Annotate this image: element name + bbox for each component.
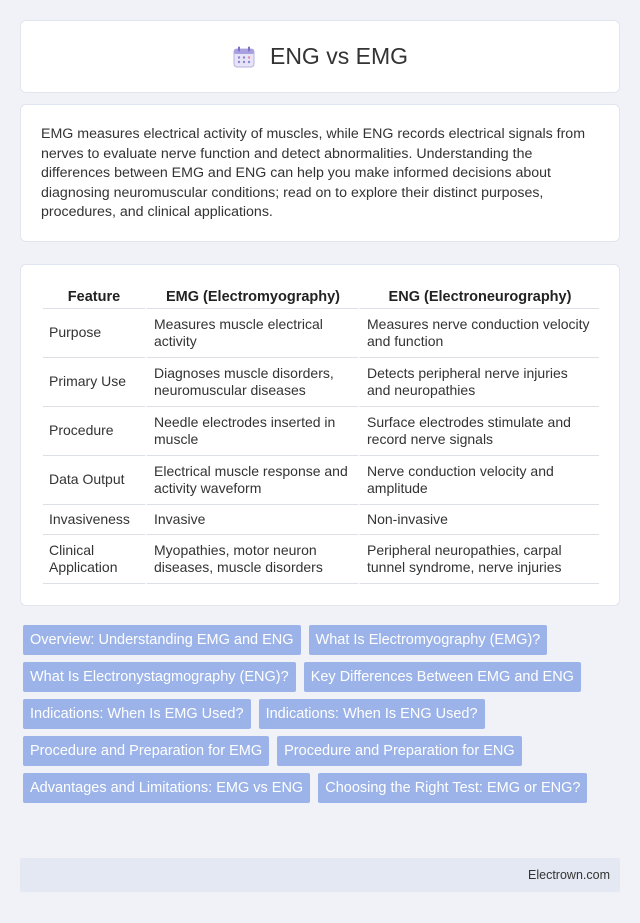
emg-cell: Invasive bbox=[145, 505, 358, 535]
eng-cell: Measures nerve conduction velocity and function bbox=[358, 309, 599, 358]
link-what-is-eng[interactable]: What Is Electronystagmography (ENG)? bbox=[23, 662, 296, 692]
column-header-emg: EMG (Electromyography) bbox=[145, 285, 358, 309]
link-overview[interactable]: Overview: Understanding EMG and ENG bbox=[23, 625, 301, 655]
column-header-eng: ENG (Electroneurography) bbox=[358, 285, 599, 309]
link-advantages-limitations[interactable]: Advantages and Limitations: EMG vs ENG bbox=[23, 773, 310, 803]
table-row bbox=[43, 505, 599, 535]
feature-cell: Clinical Application bbox=[43, 535, 145, 584]
intro-paragraph: EMG measures electrical activity of muscles, while ENG records electrical signals from nerves to evaluate nerve function and detect abnormalities. Understanding the differences between EMG and ENG can help you make informed decisions about diagnosing neuromuscular conditions; read on to explore their distinct purposes, procedures, and clinical applications. bbox=[41, 126, 586, 221]
footer bbox=[20, 858, 620, 892]
feature-cell: Data Output bbox=[43, 456, 145, 505]
table-row bbox=[43, 407, 599, 456]
emg-cell: Needle electrodes inserted in muscle bbox=[145, 407, 358, 456]
link-indications-emg[interactable]: Indications: When Is EMG Used? bbox=[23, 699, 251, 729]
link-what-is-emg[interactable]: What Is Electromyography (EMG)? bbox=[309, 625, 548, 655]
eng-cell: Detects peripheral nerve injuries and neuropathies bbox=[358, 358, 599, 407]
table-row bbox=[43, 535, 599, 584]
emg-cell: Electrical muscle response and activity waveform bbox=[145, 456, 358, 505]
emg-cell: Measures muscle electrical activity bbox=[145, 309, 358, 358]
eng-cell: Nerve conduction velocity and amplitude bbox=[358, 456, 599, 505]
eng-cell: Peripheral neuropathies, carpal tunnel syndrome, nerve injuries bbox=[358, 535, 599, 584]
link-indications-eng[interactable]: Indications: When Is ENG Used? bbox=[259, 699, 485, 729]
comparison-table bbox=[43, 285, 599, 584]
link-key-differences[interactable]: Key Differences Between EMG and ENG bbox=[304, 662, 581, 692]
table-row bbox=[43, 358, 599, 407]
eng-cell: Surface electrodes stimulate and record nerve signals bbox=[358, 407, 599, 456]
link-procedure-emg[interactable]: Procedure and Preparation for EMG bbox=[23, 736, 269, 766]
feature-cell: Purpose bbox=[43, 309, 145, 358]
column-header-feature: Feature bbox=[43, 285, 145, 309]
table-row bbox=[43, 456, 599, 505]
eng-cell: Non-invasive bbox=[358, 505, 599, 535]
table-row bbox=[43, 309, 599, 358]
header-card bbox=[20, 20, 620, 93]
title-wrap bbox=[232, 43, 408, 70]
link-procedure-eng[interactable]: Procedure and Preparation for ENG bbox=[277, 736, 522, 766]
feature-cell: Procedure bbox=[43, 407, 145, 456]
page-title: ENG vs EMG bbox=[269, 43, 408, 69]
table-header-row bbox=[43, 285, 599, 309]
link-choosing-test[interactable]: Choosing the Right Test: EMG or ENG? bbox=[318, 773, 587, 803]
intro-card bbox=[20, 104, 620, 242]
feature-cell: Invasiveness bbox=[43, 505, 145, 535]
related-links bbox=[20, 625, 620, 803]
emg-cell: Diagnoses muscle disorders, neuromuscular diseases bbox=[145, 358, 358, 407]
emg-cell: Myopathies, motor neuron diseases, muscle disorders bbox=[145, 535, 358, 584]
feature-cell: Primary Use bbox=[43, 358, 145, 407]
calendar-icon bbox=[232, 45, 256, 69]
comparison-table-card bbox=[20, 264, 620, 606]
footer-site-name[interactable]: Electrown.com bbox=[528, 868, 610, 882]
